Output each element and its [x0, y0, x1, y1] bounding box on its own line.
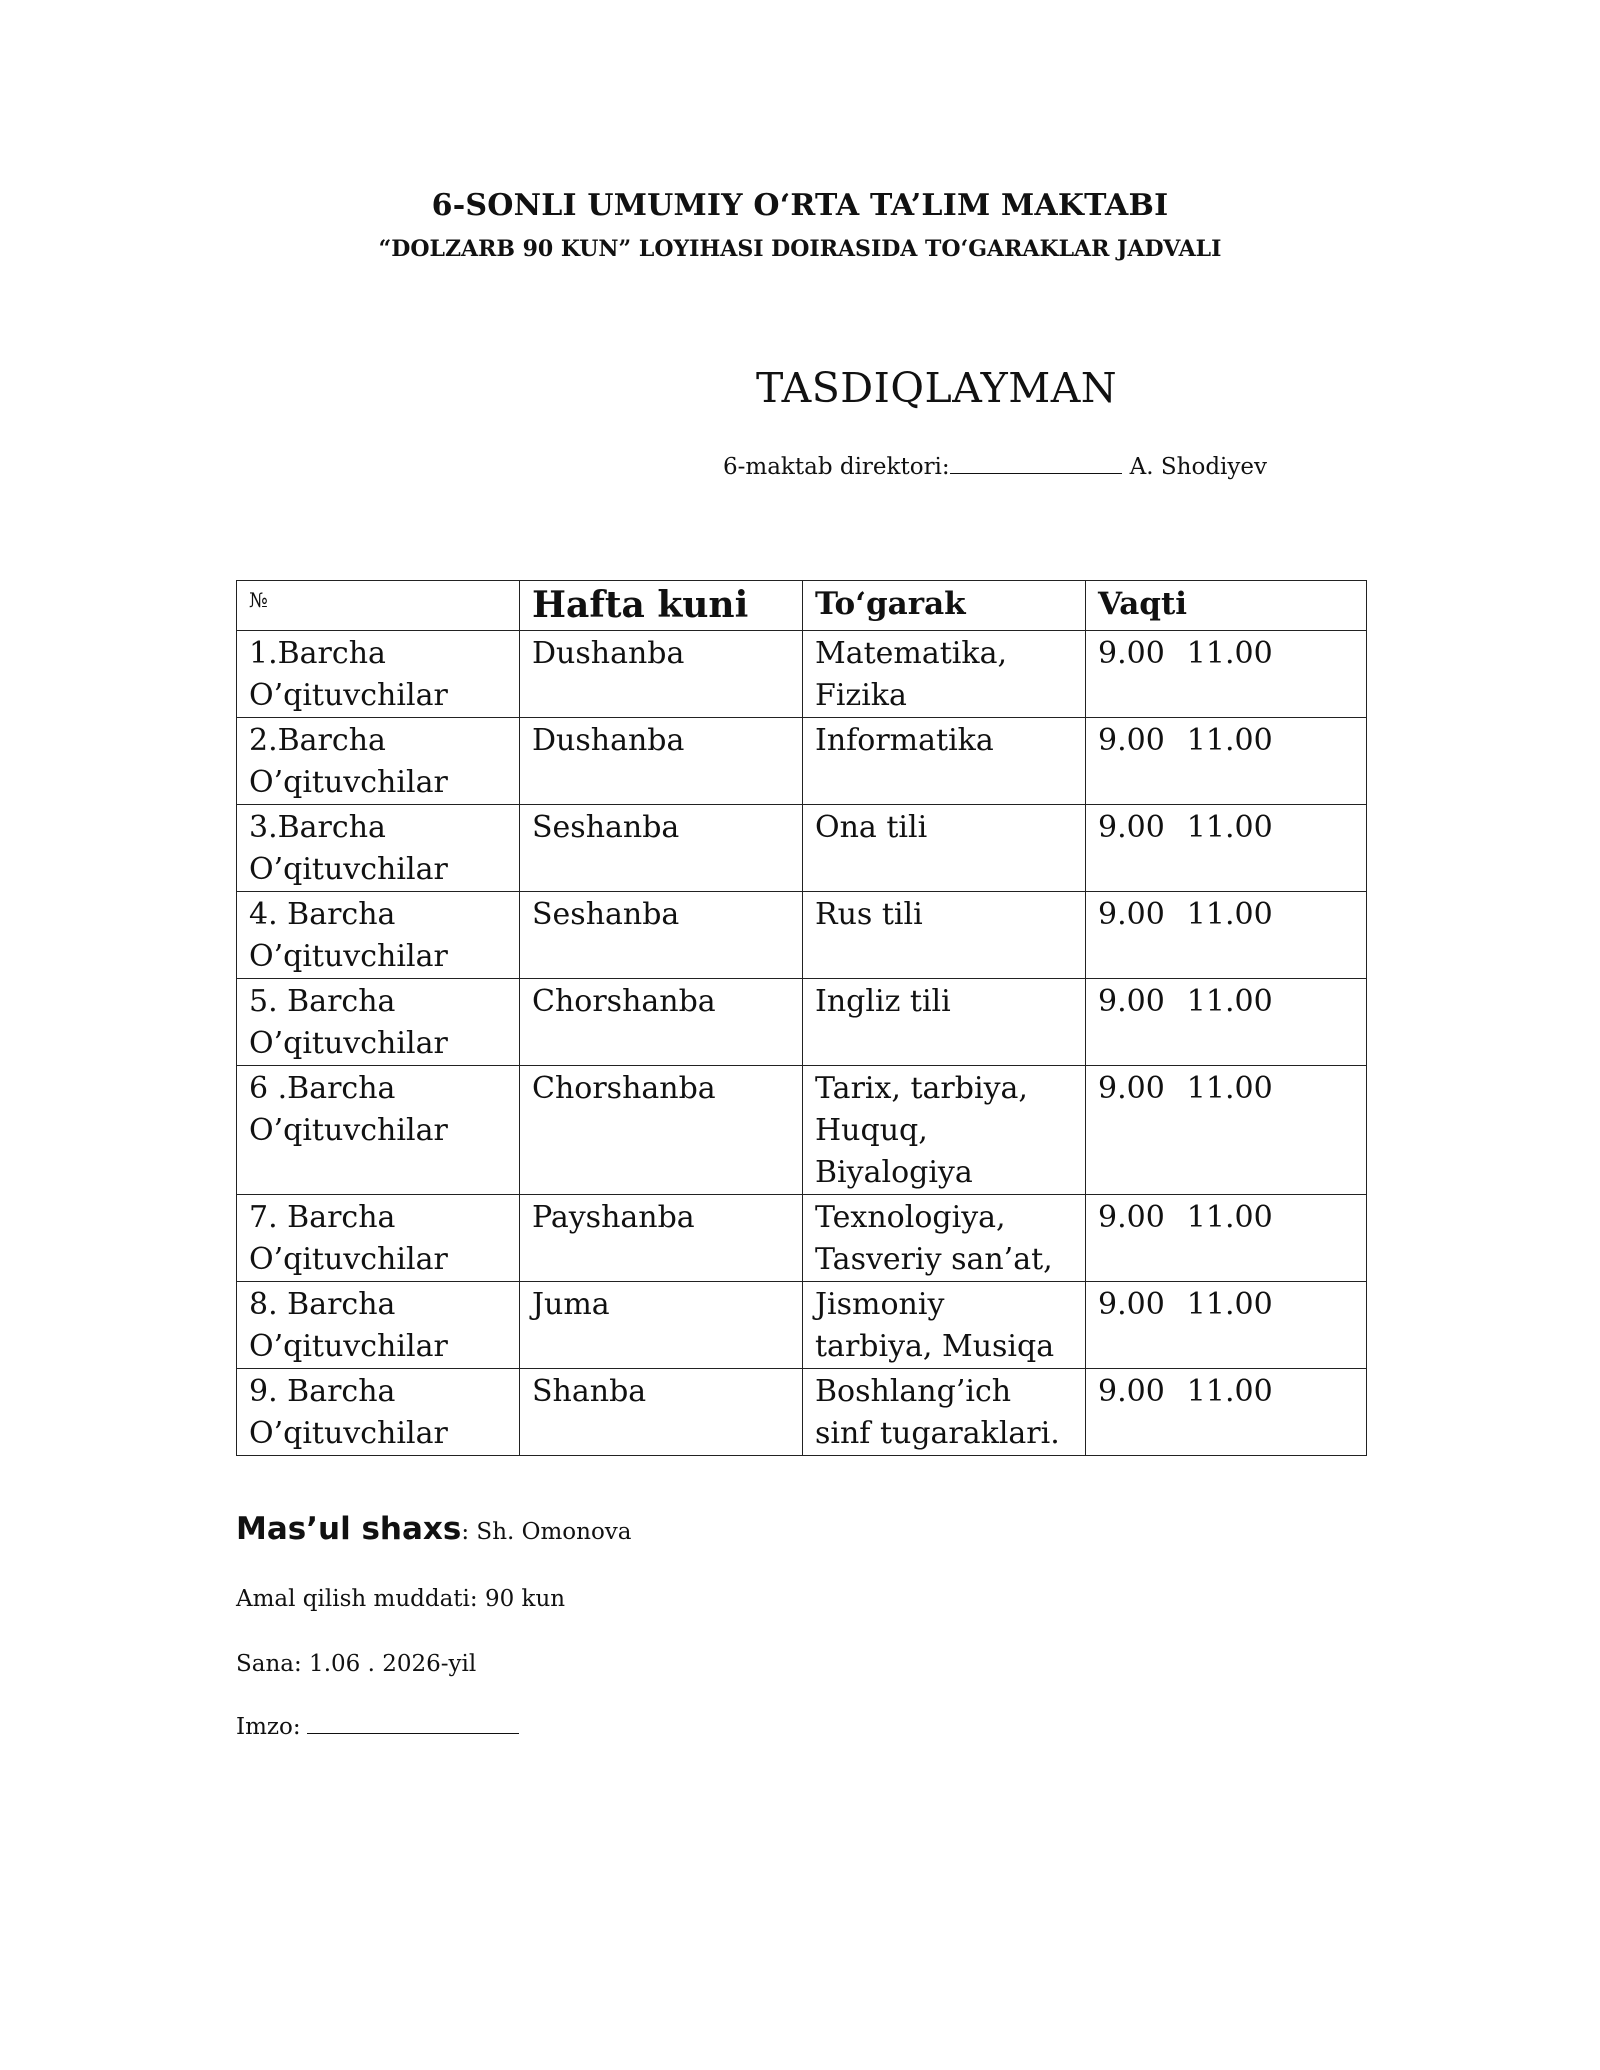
row-number-label: 1.Barcha: [249, 636, 386, 671]
club-name-line: Matematika,: [815, 636, 1007, 671]
column-header-number: №: [237, 581, 520, 631]
club-name-line: Tasveriy san’at,: [815, 1242, 1053, 1277]
cell-club: [803, 631, 1086, 718]
cell-time: [1086, 805, 1367, 892]
time-end: 11.00: [1186, 636, 1273, 671]
row-number-label: 2.Barcha: [249, 723, 386, 758]
responsible-label: Mas’ul shaxs: [236, 1511, 462, 1547]
duration-line: Amal qilish muddati: 90 kun: [236, 1586, 566, 1612]
cell-weekday: Shanba: [520, 1369, 803, 1456]
cell-club: [803, 1369, 1086, 1456]
cell-weekday: Seshanba: [520, 892, 803, 979]
cell-club: [803, 892, 1086, 979]
time-start: 9.00: [1098, 723, 1165, 758]
row-number-label: 7. Barcha: [249, 1200, 396, 1235]
cell-weekday: Payshanba: [520, 1195, 803, 1282]
director-label: 6-maktab direktori:: [723, 454, 950, 480]
cell-club: [803, 1282, 1086, 1369]
club-name-line: Informatika: [815, 723, 994, 758]
cell-weekday: Chorshanba: [520, 1066, 803, 1195]
cell-club: [803, 718, 1086, 805]
time-end: 11.00: [1186, 984, 1273, 1019]
signature-label: Imzo:: [236, 1714, 301, 1740]
row-participants-label: O’qituvchilar: [249, 1242, 448, 1277]
cell-number: [237, 1195, 520, 1282]
time-start: 9.00: [1098, 1071, 1165, 1106]
cell-weekday: Dushanba: [520, 718, 803, 805]
club-name-line: Ona tili: [815, 810, 928, 845]
table-row: [237, 718, 1367, 805]
approval-heading: TASDIQLAYMAN: [756, 364, 1118, 412]
time-start: 9.00: [1098, 897, 1165, 932]
cell-number: [237, 1282, 520, 1369]
club-name-line: Huquq,: [815, 1113, 928, 1148]
time-start: 9.00: [1098, 1287, 1165, 1322]
cell-number: [237, 1066, 520, 1195]
cell-club: [803, 1066, 1086, 1195]
column-header-club: To‘garak: [803, 581, 1086, 631]
row-participants-label: O’qituvchilar: [249, 678, 448, 713]
club-name-line: Boshlang’ich: [815, 1374, 1012, 1409]
table-row: [237, 1282, 1367, 1369]
table-row: [237, 1195, 1367, 1282]
cell-club: [803, 1195, 1086, 1282]
cell-weekday: Seshanba: [520, 805, 803, 892]
cell-time: [1086, 1369, 1367, 1456]
cell-number: [237, 718, 520, 805]
club-name-line: Ingliz tili: [815, 984, 951, 1019]
cell-time: [1086, 892, 1367, 979]
cell-time: [1086, 631, 1367, 718]
row-number-label: 4. Barcha: [249, 897, 396, 932]
column-header-weekday: Hafta kuni: [520, 581, 803, 631]
cell-number: [237, 892, 520, 979]
cell-number: [237, 1369, 520, 1456]
director-line: [723, 454, 1267, 480]
club-name-line: tarbiya, Musiqa: [815, 1329, 1055, 1364]
cell-time: [1086, 979, 1367, 1066]
cell-number: [237, 805, 520, 892]
club-name-line: Rus tili: [815, 897, 923, 932]
cell-weekday: Chorshanba: [520, 979, 803, 1066]
row-number-label: 9. Barcha: [249, 1374, 396, 1409]
table-row: [237, 892, 1367, 979]
club-name-line: Fizika: [815, 678, 907, 713]
cell-time: [1086, 1282, 1367, 1369]
row-number-label: 3.Barcha: [249, 810, 386, 845]
schedule-table: [236, 580, 1367, 1456]
time-end: 11.00: [1186, 1071, 1273, 1106]
time-start: 9.00: [1098, 810, 1165, 845]
time-end: 11.00: [1186, 897, 1273, 932]
document-title: 6-SONLI UMUMIY O‘RTA TA’LIM MAKTABI: [431, 188, 1169, 223]
table-row: [237, 805, 1367, 892]
time-start: 9.00: [1098, 1374, 1165, 1409]
row-number-label: 5. Barcha: [249, 984, 396, 1019]
row-participants-label: O’qituvchilar: [249, 1113, 448, 1148]
row-number-label: 6 .Barcha: [249, 1071, 396, 1106]
time-end: 11.00: [1186, 1287, 1273, 1322]
cell-club: [803, 805, 1086, 892]
director-name: A. Shodiyev: [1129, 454, 1267, 480]
time-end: 11.00: [1186, 810, 1273, 845]
signature-line: [236, 1714, 519, 1740]
table-row: [237, 1369, 1367, 1456]
table-row: [237, 1066, 1367, 1195]
time-end: 11.00: [1186, 1200, 1273, 1235]
row-participants-label: O’qituvchilar: [249, 1026, 448, 1061]
club-name-line: Texnologiya,: [815, 1200, 1006, 1235]
table-header-row: [237, 581, 1367, 631]
director-signature-blank: [950, 472, 1122, 474]
cell-time: [1086, 1066, 1367, 1195]
time-start: 9.00: [1098, 1200, 1165, 1235]
cell-weekday: Juma: [520, 1282, 803, 1369]
signature-blank: [307, 1732, 519, 1734]
row-number-label: 8. Barcha: [249, 1287, 396, 1322]
cell-club: [803, 979, 1086, 1066]
row-participants-label: O’qituvchilar: [249, 939, 448, 974]
club-name-line: sinf tugaraklari.: [815, 1416, 1060, 1451]
document-subtitle: “DOLZARB 90 KUN” LOYIHASI DOIRASIDA TO‘GARAKLAR JADVALI: [378, 236, 1222, 262]
club-name-line: Jismoniy: [815, 1287, 945, 1322]
cell-time: [1086, 1195, 1367, 1282]
club-name-line: Biyalogiya: [815, 1155, 973, 1190]
row-participants-label: O’qituvchilar: [249, 1416, 448, 1451]
row-participants-label: O’qituvchilar: [249, 765, 448, 800]
time-start: 9.00: [1098, 984, 1165, 1019]
table-row: [237, 979, 1367, 1066]
table-body: [237, 631, 1367, 1456]
table-row: [237, 631, 1367, 718]
club-name-line: Tarix, tarbiya,: [815, 1071, 1028, 1106]
cell-number: [237, 979, 520, 1066]
time-end: 11.00: [1186, 1374, 1273, 1409]
time-end: 11.00: [1186, 723, 1273, 758]
responsible-value: : Sh. Omonova: [461, 1519, 632, 1545]
responsible-person-line: [236, 1511, 632, 1547]
row-participants-label: O’qituvchilar: [249, 852, 448, 887]
row-participants-label: O’qituvchilar: [249, 1329, 448, 1364]
date-line: Sana: 1.06 . 2026-yil: [236, 1651, 477, 1677]
cell-number: [237, 631, 520, 718]
column-header-time: Vaqti: [1086, 581, 1367, 631]
cell-weekday: Dushanba: [520, 631, 803, 718]
time-start: 9.00: [1098, 636, 1165, 671]
cell-time: [1086, 718, 1367, 805]
